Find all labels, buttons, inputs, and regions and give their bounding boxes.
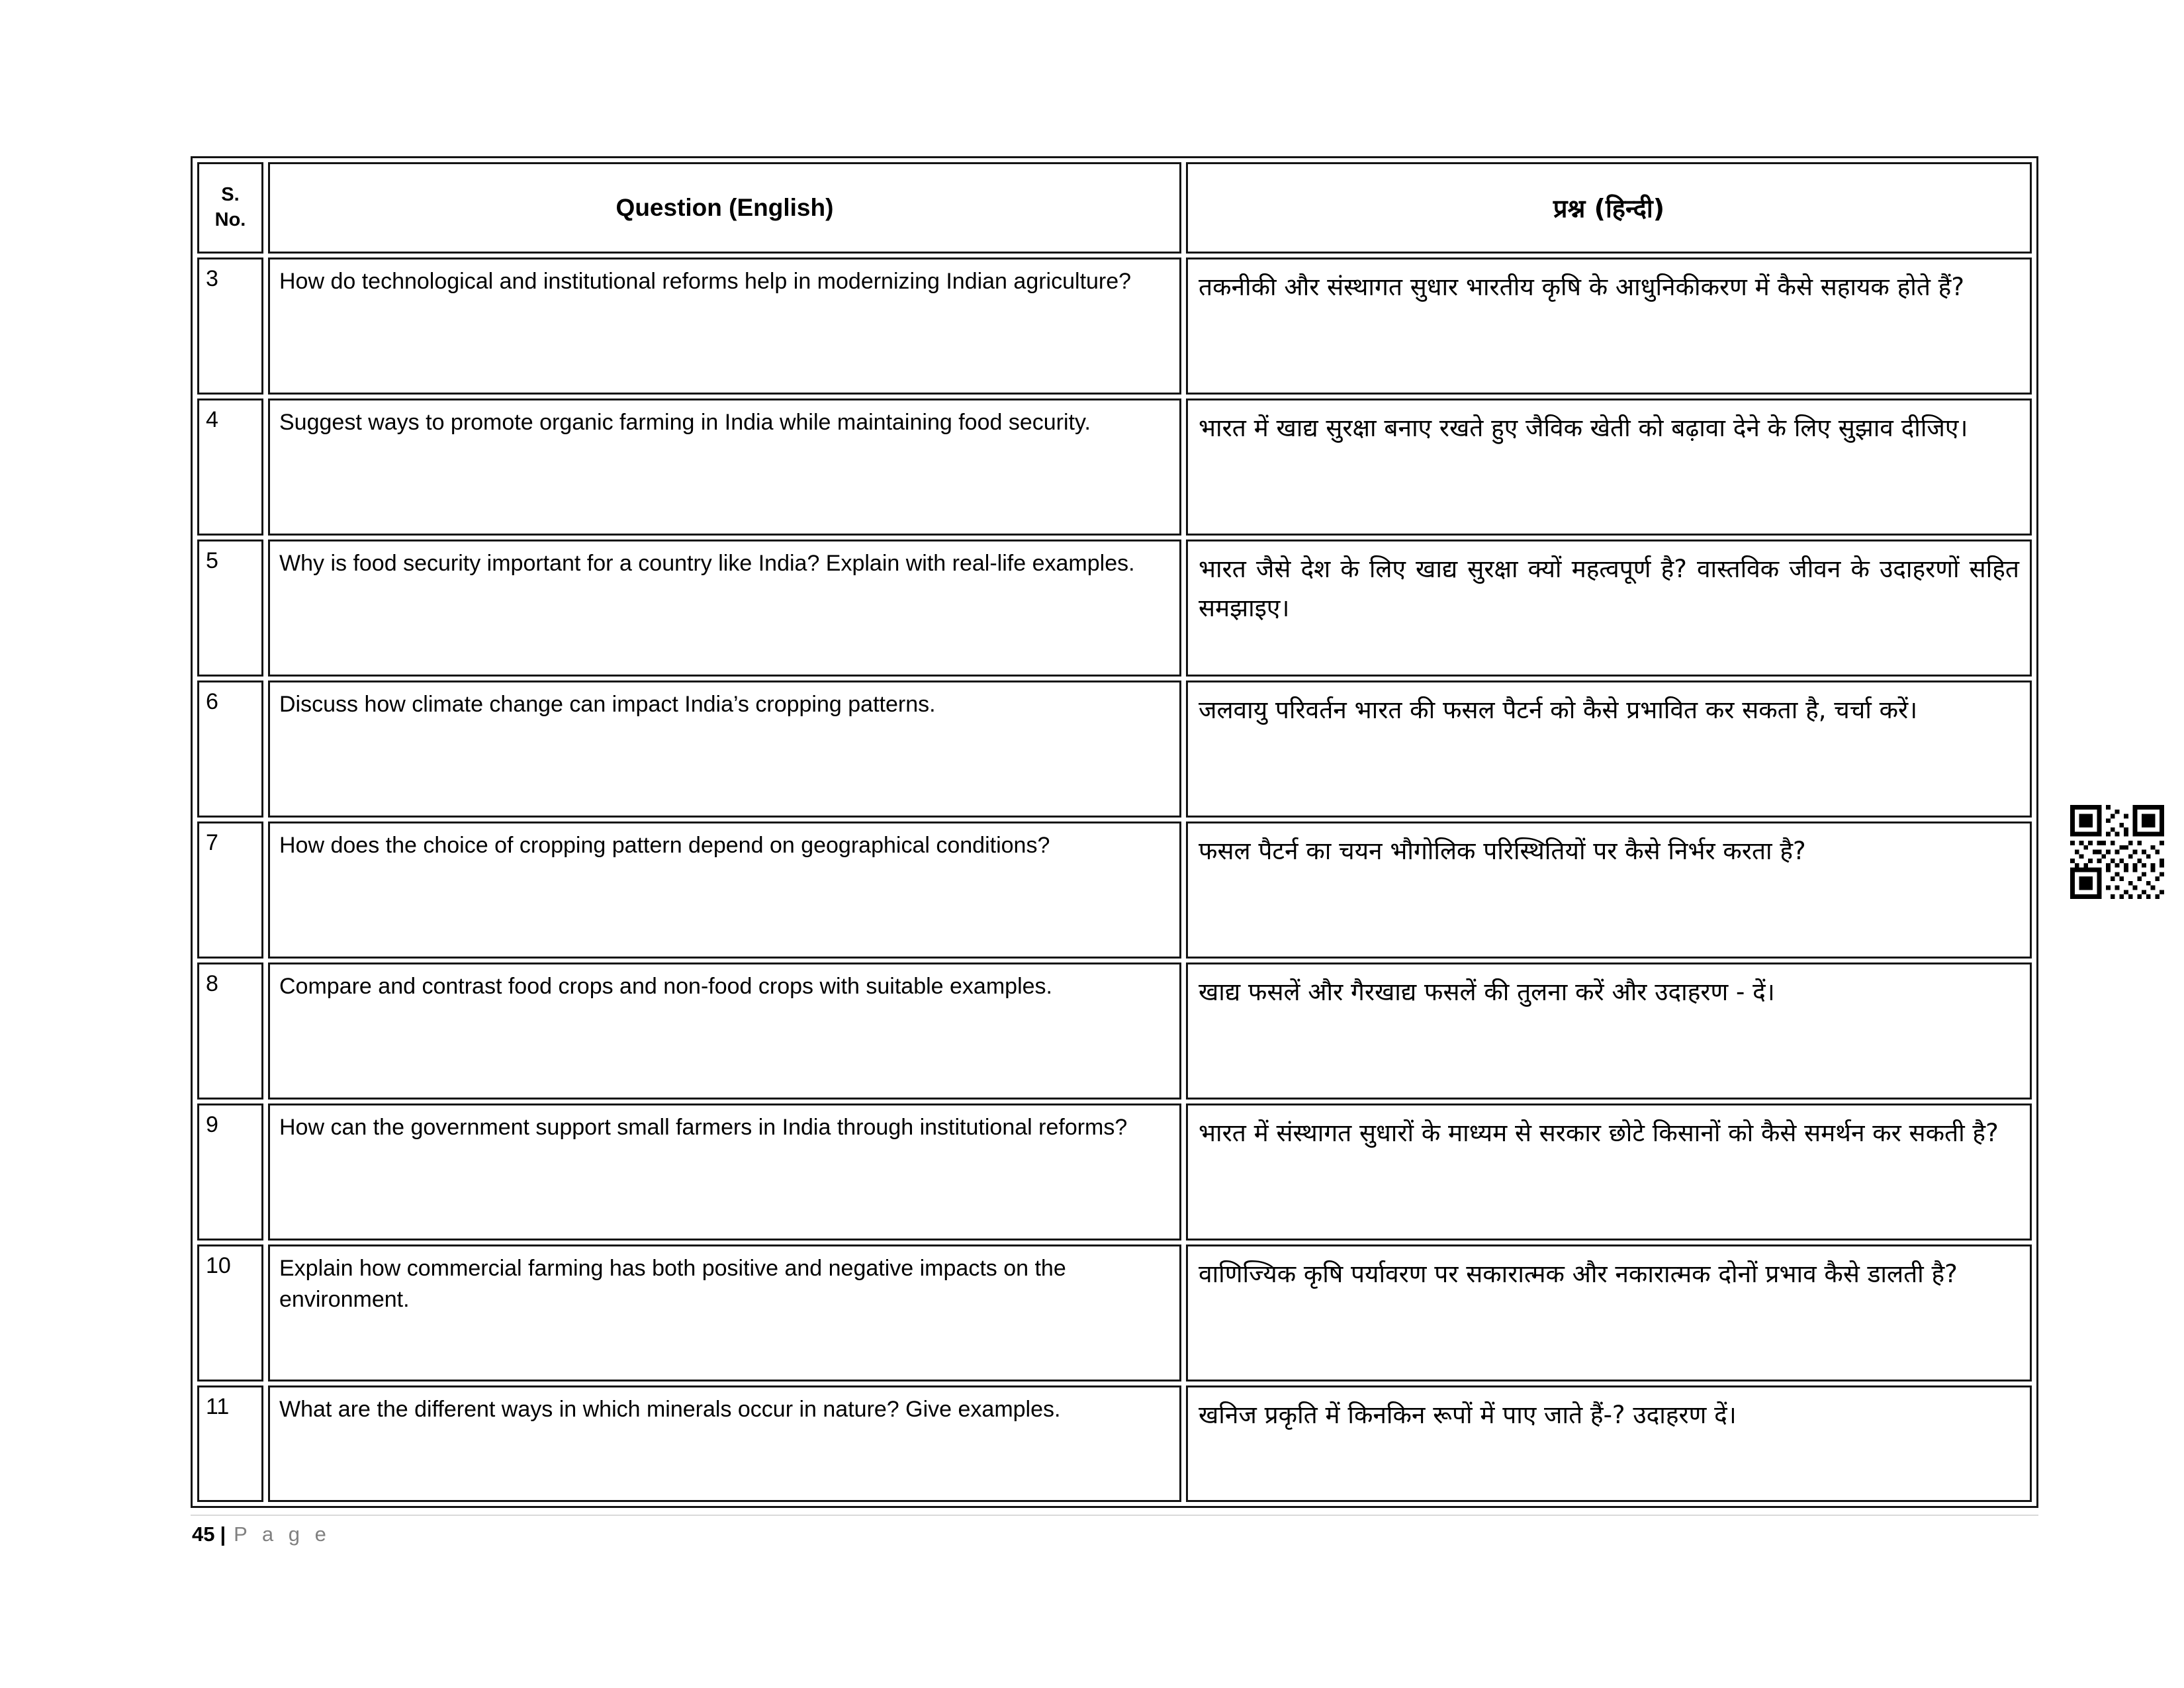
question-hindi-cell: खाद्य फसलें और गैरखाद्य फसलें की तुलना करें और उदाहरण - दें। <box>1186 962 2032 1100</box>
page-label: P a g e <box>234 1523 331 1546</box>
serial-number-cell: 6 <box>197 680 263 818</box>
serial-number-cell: 3 <box>197 258 263 395</box>
footer-separator: | <box>220 1523 226 1546</box>
table-row <box>197 1103 2032 1241</box>
page-footer <box>192 1523 331 1546</box>
header-sno-line2: No. <box>214 209 246 230</box>
question-english-cell: Compare and contrast food crops and non-food crops with suitable examples. <box>268 962 1181 1100</box>
serial-number-cell: 8 <box>197 962 263 1100</box>
question-english-cell: How does the choice of cropping pattern depend on geographical conditions? <box>268 821 1181 959</box>
serial-number-cell: 7 <box>197 821 263 959</box>
question-english-cell: Suggest ways to promote organic farming in India while maintaining food security. <box>268 399 1181 536</box>
table-row <box>197 539 2032 677</box>
table-row <box>197 962 2032 1100</box>
qr-code-icon <box>2070 805 2164 899</box>
header-serial-number <box>197 162 263 254</box>
serial-number-cell: 10 <box>197 1244 263 1382</box>
table-row <box>197 680 2032 818</box>
question-hindi-cell: भारत में संस्थागत सुधारों के माध्यम से सरकार छोटे किसानों को कैसे समर्थन कर सकती है? <box>1186 1103 2032 1241</box>
table-row <box>197 399 2032 536</box>
table-row <box>197 1244 2032 1382</box>
question-english-cell: Discuss how climate change can impact India’s cropping patterns. <box>268 680 1181 818</box>
question-hindi-cell: भारत में खाद्य सुरक्षा बनाए रखते हुए जैविक खेती को बढ़ावा देने के लिए सुझाव दीजिए। <box>1186 399 2032 536</box>
header-sno-line1: S. <box>221 184 240 206</box>
questions-table <box>191 156 2038 1508</box>
serial-number-cell: 4 <box>197 399 263 536</box>
table-row <box>197 1385 2032 1502</box>
question-english-cell: Why is food security important for a country like India? Explain with real-life examples. <box>268 539 1181 677</box>
question-hindi-cell: जलवायु परिवर्तन भारत की फसल पैटर्न को कैसे प्रभावित कर सकता है, चर्चा करें। <box>1186 680 2032 818</box>
question-hindi-cell: खनिज प्रकृति में किनकिन रूपों में पाए जाते हैं-? उदाहरण दें। <box>1186 1385 2032 1502</box>
header-question-hindi: प्रश्न (हिन्दी) <box>1186 162 2032 254</box>
question-english-cell: How do technological and institutional reforms help in modernizing Indian agriculture? <box>268 258 1181 395</box>
serial-number-cell: 5 <box>197 539 263 677</box>
question-english-cell: Explain how commercial farming has both positive and negative impacts on the environment. <box>268 1244 1181 1382</box>
question-hindi-cell: वाणिज्यिक कृषि पर्यावरण पर सकारात्मक और नकारात्मक दोनों प्रभाव कैसे डालती है? <box>1186 1244 2032 1382</box>
table-row <box>197 821 2032 959</box>
serial-number-cell: 9 <box>197 1103 263 1241</box>
question-hindi-cell: भारत जैसे देश के लिए खाद्य सुरक्षा क्यों महत्वपूर्ण है? वास्तविक जीवन के उदाहरणों सहित समझाइए। <box>1186 539 2032 677</box>
table-header-row <box>197 162 2032 254</box>
question-english-cell: How can the government support small farmers in India through institutional reforms? <box>268 1103 1181 1241</box>
header-question-english: Question (English) <box>268 162 1181 254</box>
question-hindi-cell: फसल पैटर्न का चयन भौगोलिक परिस्थितियों पर कैसे निर्भर करता है? <box>1186 821 2032 959</box>
question-hindi-cell: तकनीकी और संस्थागत सुधार भारतीय कृषि के आधुनिकीकरण में कैसे सहायक होते हैं? <box>1186 258 2032 395</box>
table-row <box>197 258 2032 395</box>
footer-divider <box>191 1515 2038 1516</box>
question-english-cell: What are the different ways in which minerals occur in nature? Give examples. <box>268 1385 1181 1502</box>
page-number: 45 <box>192 1523 215 1546</box>
serial-number-cell: 11 <box>197 1385 263 1502</box>
